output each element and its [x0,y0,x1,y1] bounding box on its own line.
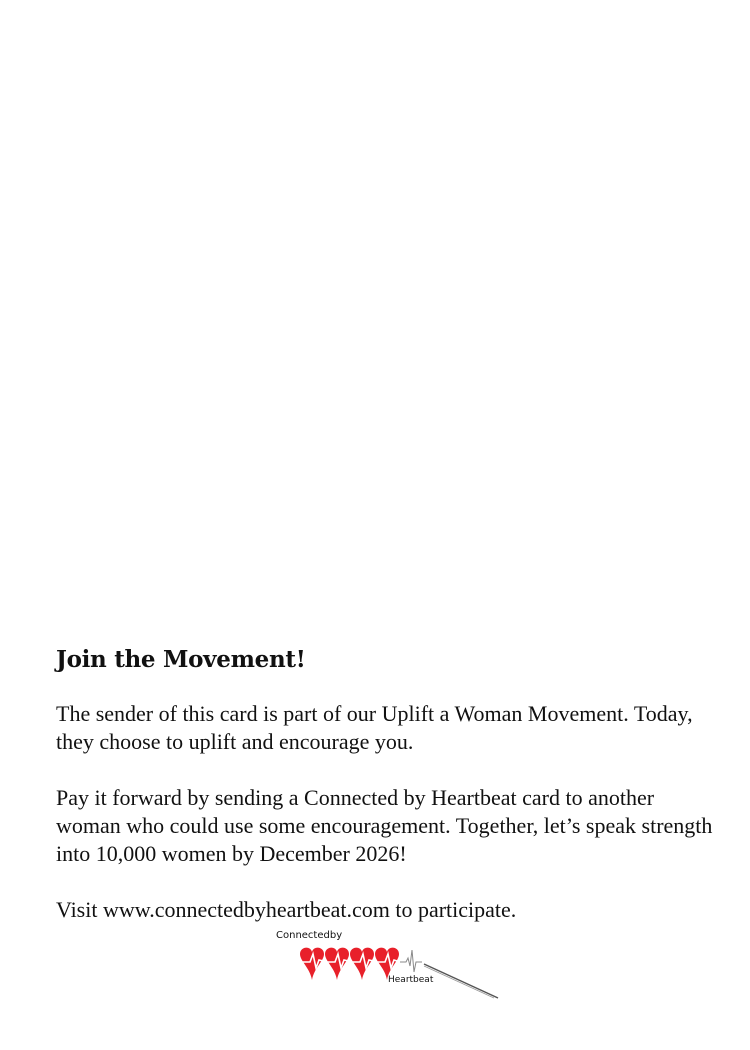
needle-line [424,964,498,998]
intro-paragraph: The sender of this card is part of our Uplift a Woman Movement. Today, they choose to uplift and encourage you. [56,701,693,754]
heart-2 [325,948,349,980]
visit-website-paragraph: Visit www.connectedbyheartbeat.com to participate. [56,897,517,922]
needle-line-shadow [424,966,494,998]
pay-it-forward-paragraph: Pay it forward by sending a Connected by Heartbeat card to another woman who could use some encouragement. Together, let’s speak strength into 10,000 women by December 2026! [56,785,713,866]
card-message [56,640,716,952]
heart-1 [300,948,324,980]
heart-3 [350,948,374,980]
page-title: Join the Movement! [56,646,306,673]
ecg-trail [400,950,422,972]
connected-by-heartbeat-logo [272,928,502,1004]
logo-top-text: Connectedby [276,930,343,941]
logo-bottom-text: Heartbeat [388,975,434,985]
